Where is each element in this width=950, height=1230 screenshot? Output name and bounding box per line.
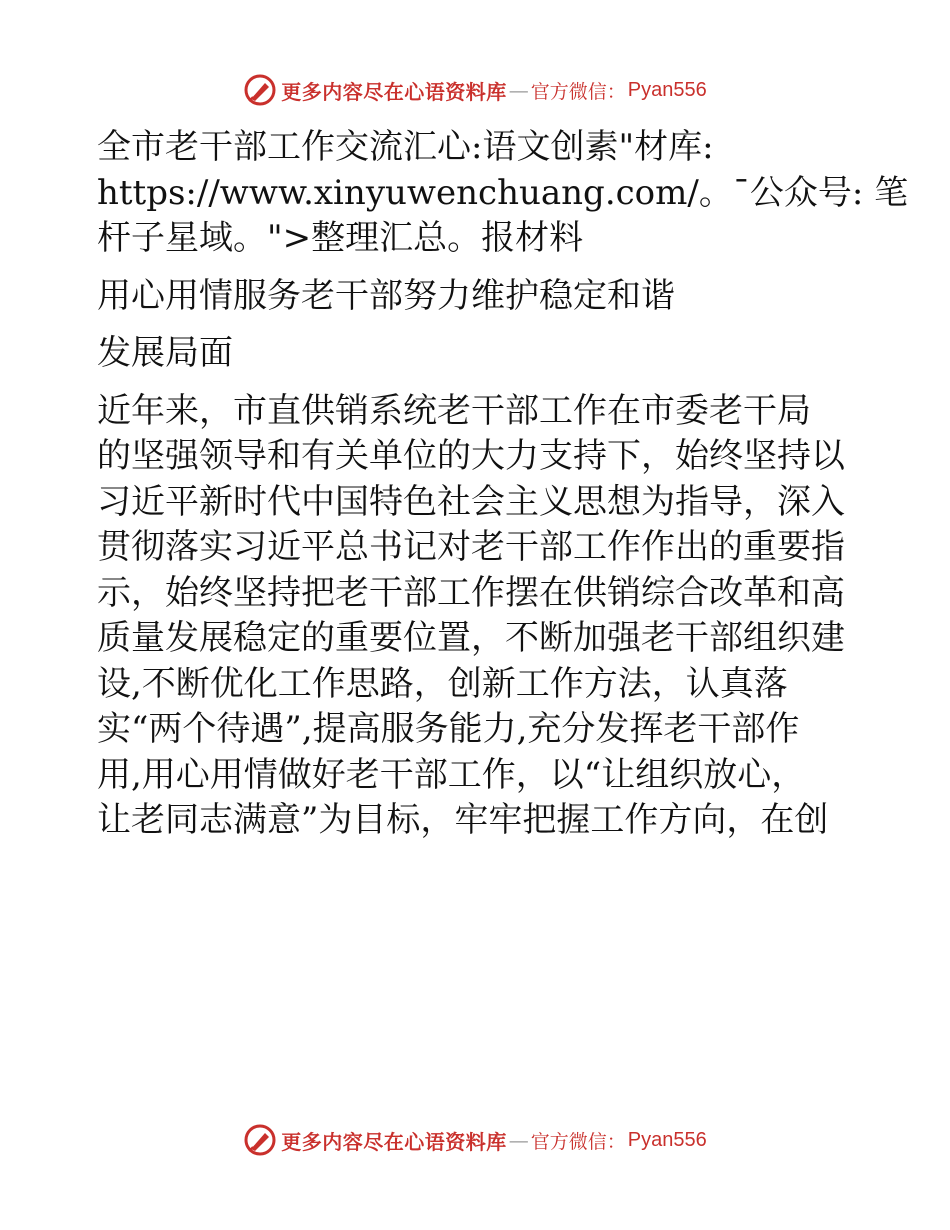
article-title	[97, 274, 857, 377]
intro-line-url: https://www.xinyuwenchuang.com/。¯公众号: 笔	[97, 172, 909, 213]
body-line: 质量发展稳定的重要位置，不断加强老干部组织建	[97, 618, 845, 658]
body-line: 实“两个待遇”,提高服务能力,充分发挥老干部作	[97, 709, 800, 749]
intro-paragraph	[97, 125, 909, 262]
banner-text: 更多内容尽在心语资料库	[281, 79, 507, 104]
intro-line: 杆子星域。">整理汇总。报材料	[97, 218, 584, 258]
intro-line: 全市老干部工作交流汇心:语文创素"材库:	[97, 127, 714, 167]
body-line: 示，始终坚持把老干部工作摆在供销综合改革和高	[97, 572, 845, 613]
banner-wechat-label: 官方微信：	[530, 1130, 626, 1153]
quill-logo-icon	[243, 73, 277, 107]
header-banner	[0, 70, 950, 110]
banner-dash: —	[508, 78, 529, 102]
banner-text: 更多内容尽在心语资料库	[281, 1129, 507, 1154]
quill-logo-icon	[243, 1123, 277, 1157]
body-line: 设,不断优化工作思路，创新工作方法，认真落	[97, 663, 788, 704]
body-line: 习近平新时代中国特色社会主义思想为指导，深入	[97, 481, 845, 522]
footer-banner	[0, 1120, 950, 1160]
body-line: 用,用心用情做好老干部工作，以“让组织放心，	[97, 754, 806, 795]
body-line: 让老同志满意”为目标，牢牢把握工作方向，在创	[97, 800, 829, 840]
title-line-1: 用心用情服务老干部努力维护稳定和谐	[97, 275, 675, 316]
body-paragraph	[97, 389, 857, 844]
banner-wechat-id: Pyan556	[627, 1128, 707, 1151]
document-content	[97, 125, 909, 844]
body-line: 贯彻落实习近平总书记对老干部工作作出的重要指	[97, 527, 845, 567]
title-line-2: 发展局面	[97, 333, 233, 373]
banner-wechat-label: 官方微信：	[530, 80, 626, 103]
body-line: 近年来，市直供销系统老干部工作在市委老干局	[97, 390, 811, 431]
body-line: 的坚强领导和有关单位的大力支持下，始终坚持以	[97, 436, 845, 476]
banner-dash: —	[508, 1128, 529, 1152]
banner-wechat-id: Pyan556	[627, 78, 707, 101]
